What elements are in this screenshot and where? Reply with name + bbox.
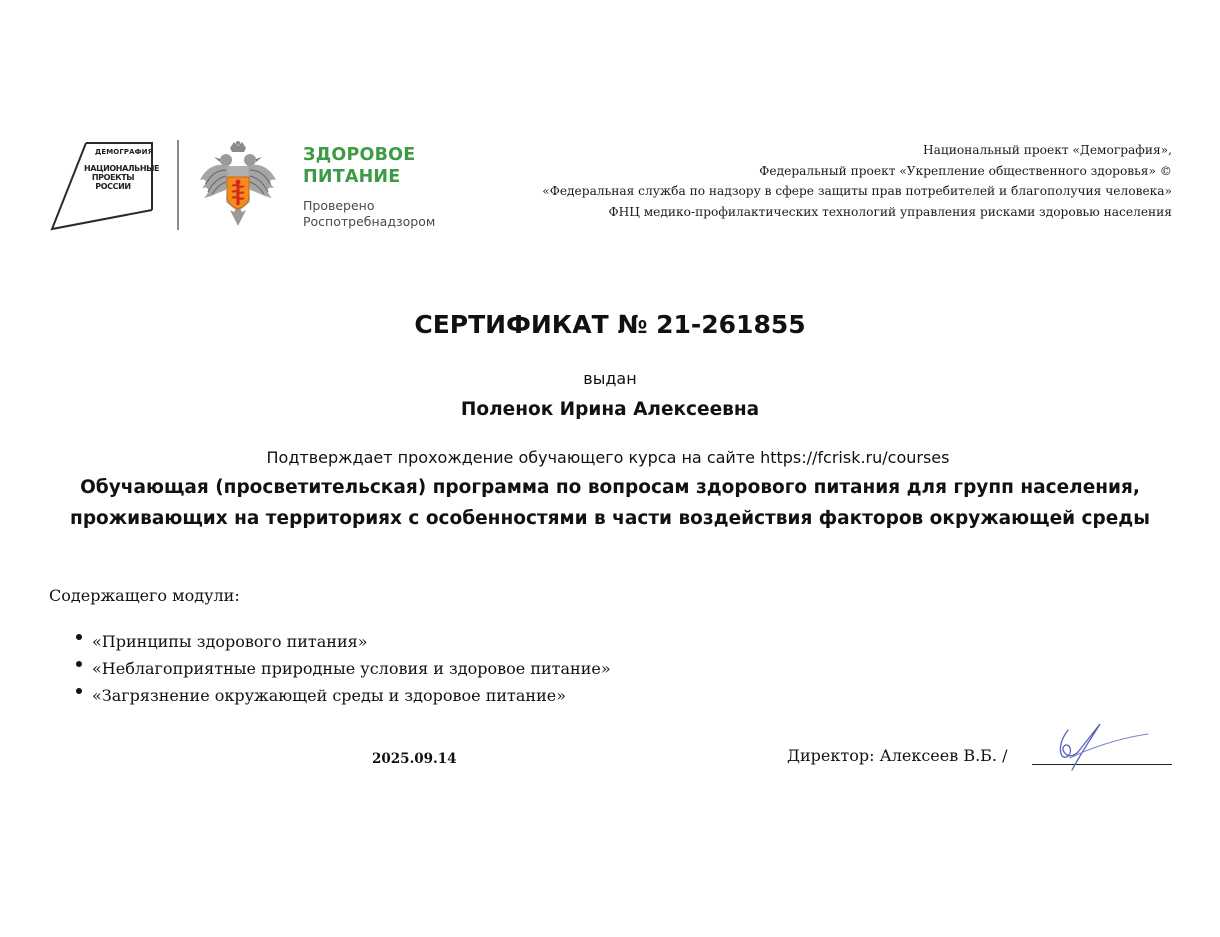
healthy-food-title: ЗДОРОВОЕ ПИТАНИЕ xyxy=(303,145,416,187)
coat-of-arms-icon xyxy=(196,140,280,230)
program-title: Обучающая (просветительская) программа по вопросам здорового питания для групп населения, проживающих на территориях с особенностями в части воздействия факторов окружающей среды xyxy=(70,477,1150,529)
logo-divider xyxy=(177,140,179,230)
issue-date: 2025.09.14 xyxy=(372,751,457,767)
modules-list xyxy=(72,628,611,709)
national-projects-program-label: ДЕМОГРАФИЯ xyxy=(95,148,154,156)
national-projects-logo xyxy=(50,140,160,232)
header-line: Федеральный проект «Укрепление общественного здоровья» © xyxy=(759,163,1172,178)
issued-label: выдан xyxy=(583,369,637,388)
list-item: «Неблагоприятные природные условия и здоровое питание» xyxy=(72,655,611,682)
handwritten-signature-icon xyxy=(1040,718,1152,774)
healthy-food-subtitle: Проверено Роспотребнадзором xyxy=(303,198,436,229)
header-organizations xyxy=(542,140,1172,222)
certificate-title: СЕРТИФИКАТ № 21-261855 xyxy=(414,310,806,339)
course-confirmation-text: Подтверждает прохождение обучающего курса на сайте https://fcrisk.ru/courses xyxy=(266,448,950,467)
header-line: ФНЦ медико-профилактических технологий управления рисками здоровью населения xyxy=(608,204,1172,219)
header-line: Национальный проект «Демография», xyxy=(922,143,1172,157)
recipient-name: Поленок Ирина Алексеевна xyxy=(460,399,760,420)
list-item: «Загрязнение окружающей среды и здоровое питание» xyxy=(72,682,611,709)
national-projects-text: НАЦИОНАЛЬНЫЕ ПРОЕКТЫ РОССИИ xyxy=(84,164,160,191)
list-item: «Принципы здорового питания» xyxy=(72,628,611,655)
director-label: Директор: Алексеев В.Б. / xyxy=(787,746,1008,765)
header-line: «Федеральная служба по надзору в сфере защиты прав потребителей и благополучия человека» xyxy=(542,184,1172,198)
modules-label: Содержащего модули: xyxy=(49,586,240,605)
